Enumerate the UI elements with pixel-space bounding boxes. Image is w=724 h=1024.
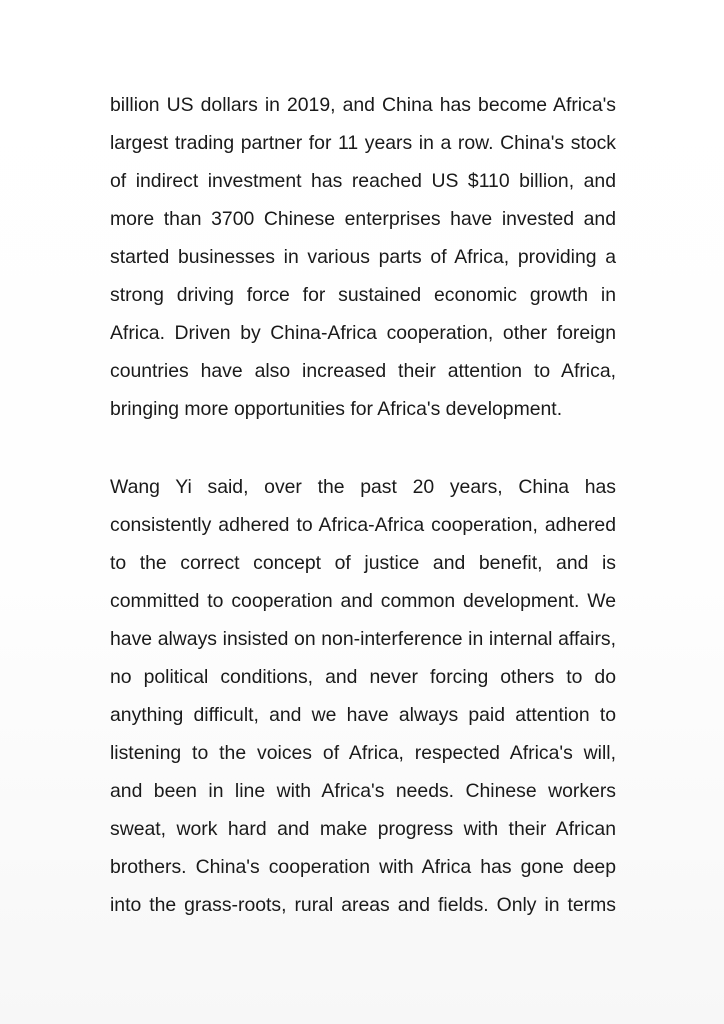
paragraph-trade-investment xyxy=(110,86,616,428)
text-line: brothers. China's cooperation with Africa has gone deep xyxy=(110,856,616,878)
text-line: sweat, work hard and make progress with their African xyxy=(110,818,616,840)
text-line: have always insisted on non-interference in internal affairs, xyxy=(110,628,616,650)
text-line: and been in line with Africa's needs. Chinese workers xyxy=(110,780,616,802)
text-line: bringing more opportunities for Africa's development. xyxy=(110,398,563,420)
text-line: consistently adhered to Africa-Africa cooperation, adhered xyxy=(110,514,616,536)
text-line: billion US dollars in 2019, and China has become Africa's xyxy=(110,94,616,116)
text-line: countries have also increased their attention to Africa, xyxy=(110,360,616,382)
text-line: Africa. Driven by China-Africa cooperation, other foreign xyxy=(110,322,616,344)
text-line: started businesses in various parts of Africa, providing a xyxy=(110,246,616,268)
text-line: into the grass-roots, rural areas and fields. Only in terms xyxy=(110,894,616,916)
text-line: more than 3700 Chinese enterprises have invested and xyxy=(110,208,616,230)
text-line: no political conditions, and never forcing others to do xyxy=(110,666,616,688)
text-line: anything difficult, and we have always paid attention to xyxy=(110,704,616,726)
paragraph-wang-yi-statement xyxy=(110,468,616,924)
text-line: to the correct concept of justice and benefit, and is xyxy=(110,552,616,574)
text-line: listening to the voices of Africa, respected Africa's will, xyxy=(110,742,616,764)
text-line: Wang Yi said, over the past 20 years, China has xyxy=(110,476,616,498)
text-line: of indirect investment has reached US $110 billion, and xyxy=(110,170,616,192)
text-line: committed to cooperation and common development. We xyxy=(110,590,616,612)
text-line: largest trading partner for 11 years in a row. China's stock xyxy=(110,132,616,154)
text-line: strong driving force for sustained economic growth in xyxy=(110,284,616,306)
